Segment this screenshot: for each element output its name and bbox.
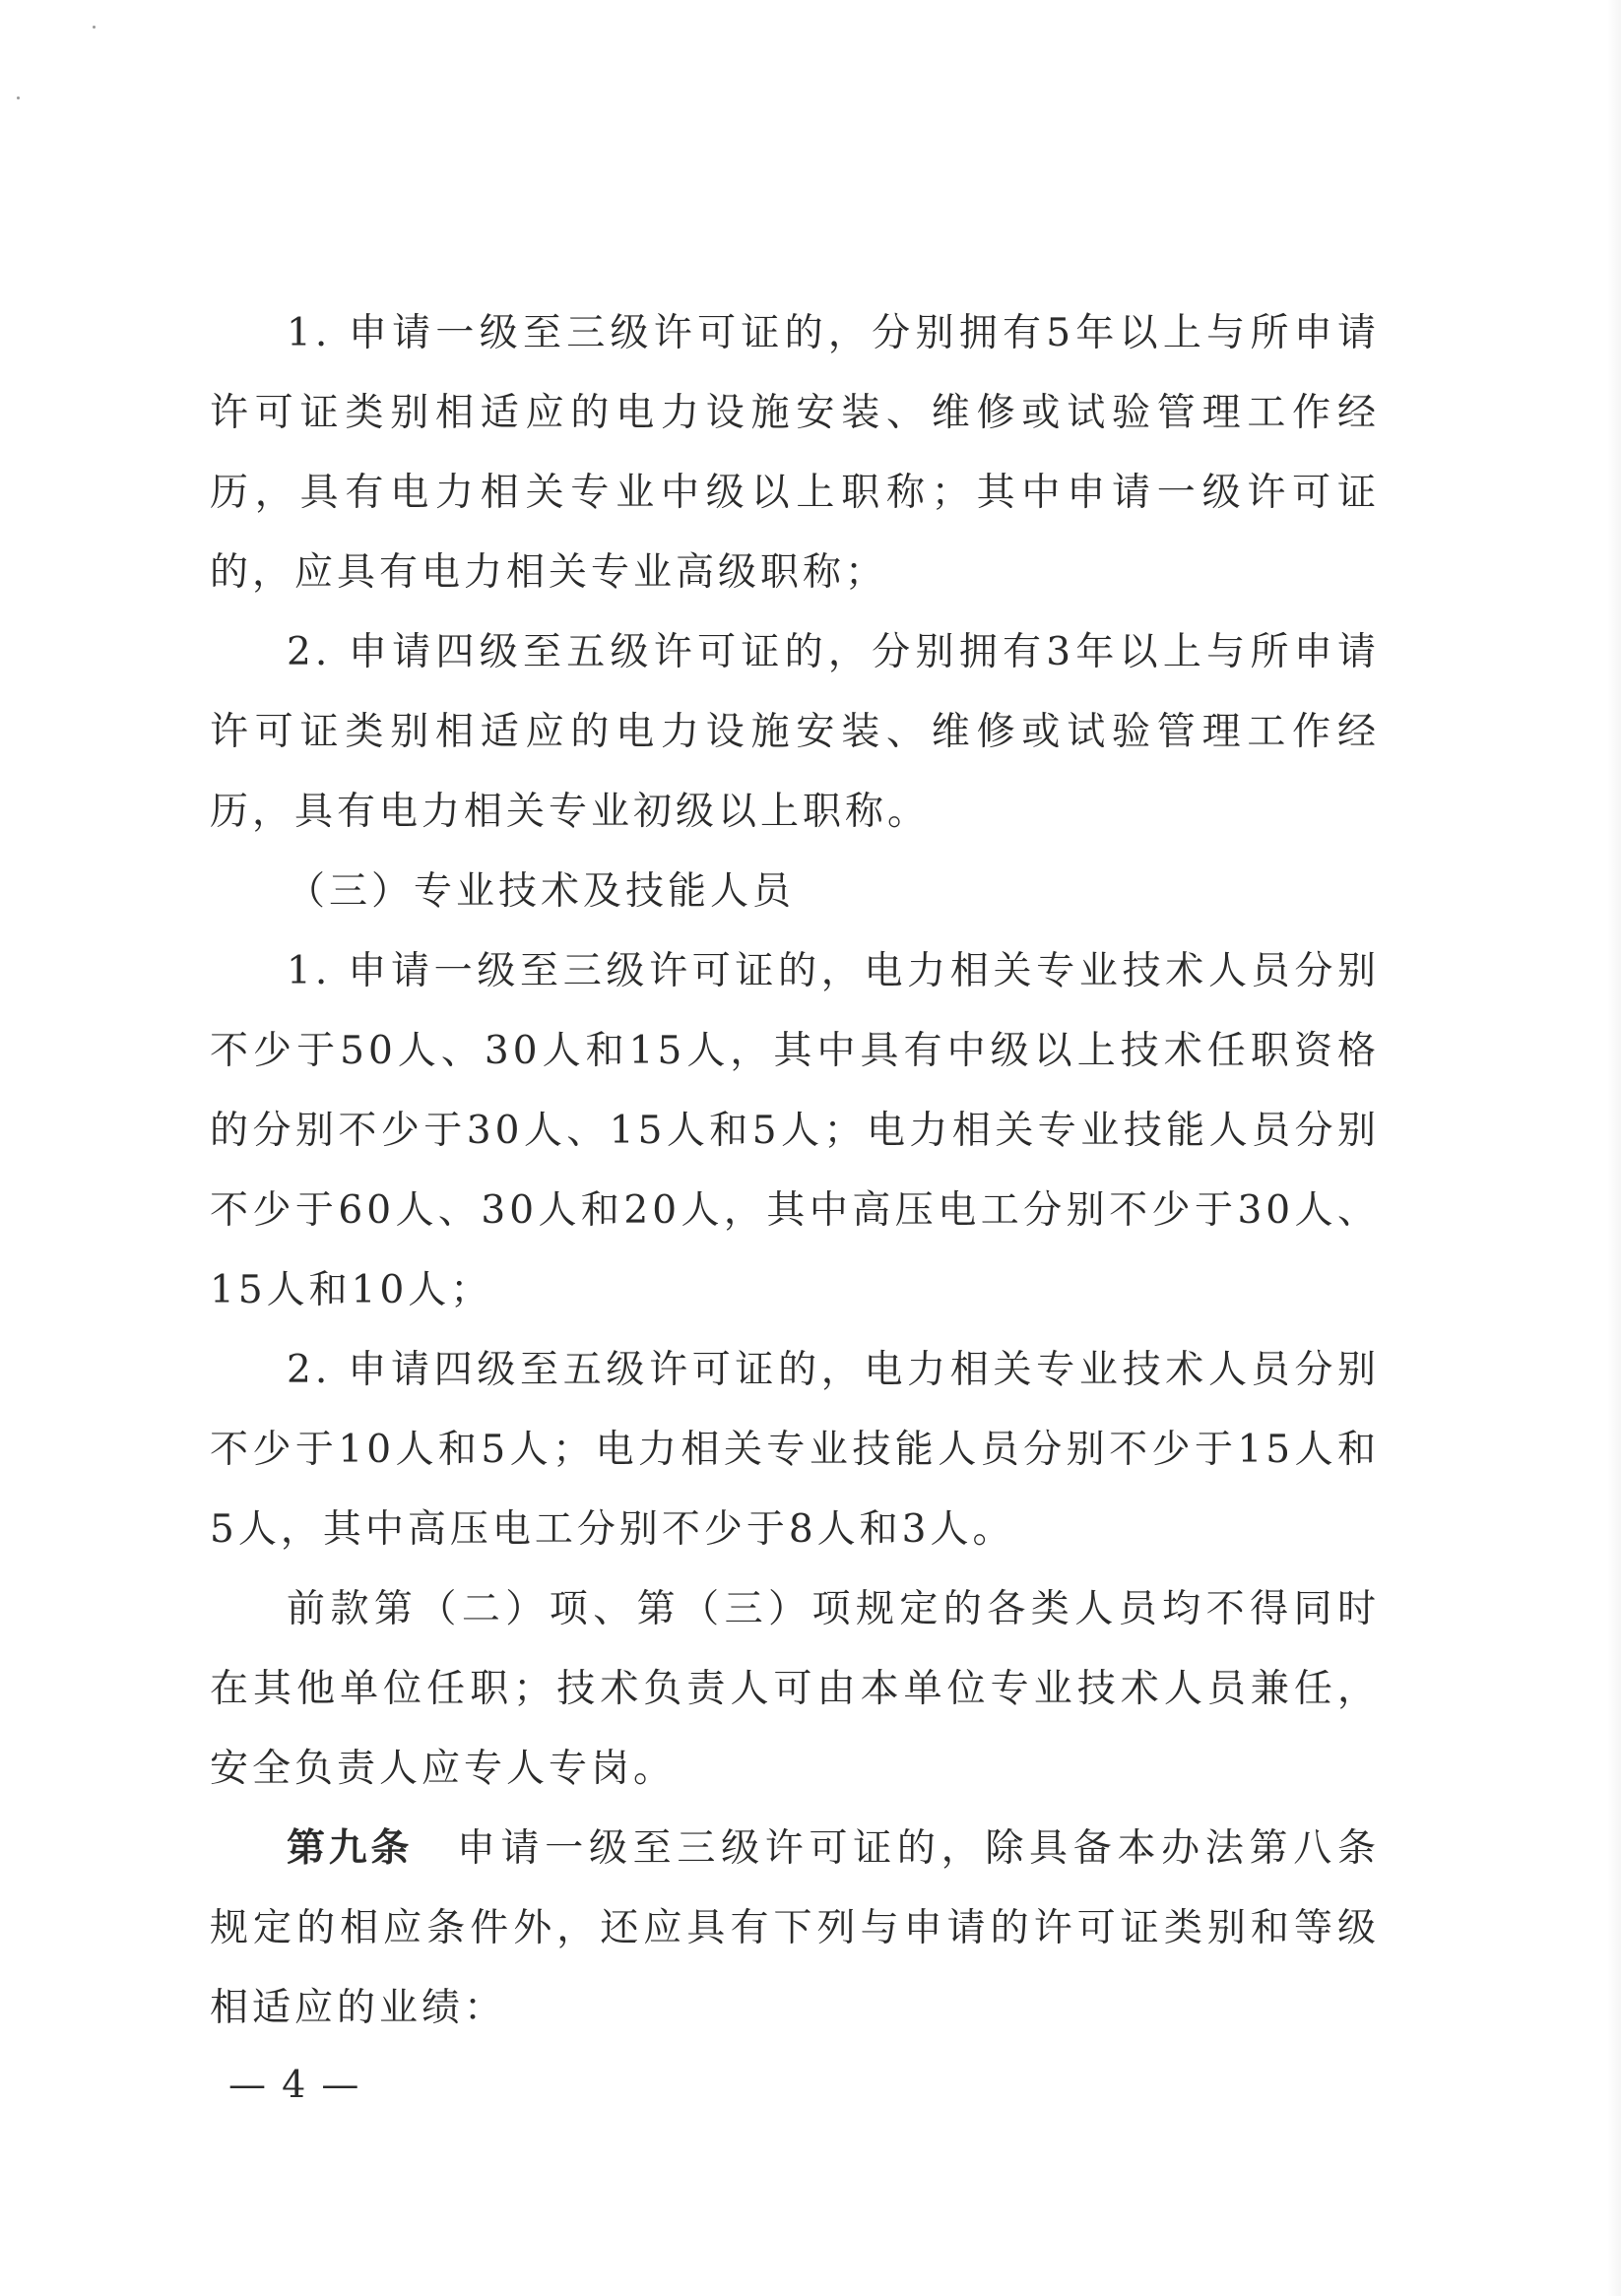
article-9	[210, 1809, 1380, 2048]
scan-speck	[17, 96, 20, 99]
section-heading-technical-staff: （三）专业技术及技能人员	[287, 869, 796, 914]
document-body	[210, 293, 1380, 2048]
paragraph-requirement-level-4-5: 2. 申请四级至五级许可证的，分别拥有3年以上与所申请许可证类别相适应的电力设施安装、维修或试验管理工作经历，具有电力相关专业初级以上职称。	[210, 630, 1380, 834]
page-number: — 4 —	[228, 2063, 361, 2106]
scan-speck	[93, 26, 96, 29]
article-9-heading: 第九条	[287, 1826, 414, 1871]
page-edge-shadow	[1607, 0, 1621, 2296]
paragraph-requirement-level-1-3: 1. 申请一级至三级许可证的，分别拥有5年以上与所申请许可证类别相适应的电力设施安装、维修或试验管理工作经历，具有电力相关专业中级以上职称；其中申请一级许可证的，应具有电力相关专业高级职称；	[210, 311, 1380, 595]
article-9-text: 申请一级至三级许可证的，除具备本办法第八条规定的相应条件外，还应具有下列与申请的许可证类别和等级相适应的业绩：	[210, 1826, 1380, 2030]
paragraph-staff-level-4-5: 2. 申请四级至五级许可证的，电力相关专业技术人员分别不少于10人和5人；电力相关专业技能人员分别不少于15人和5人，其中高压电工分别不少于8人和3人。	[210, 1348, 1380, 1552]
paragraph-staff-level-1-3: 1. 申请一级至三级许可证的，电力相关专业技术人员分别不少于50人、30人和15人，其中具有中级以上技术任职资格的分别不少于30人、15人和5人；电力相关专业技能人员分别不少于60人、30人和20人，其中高压电工分别不少于30人、15人和10人；	[210, 949, 1380, 1312]
paragraph-personnel-rules: 前款第（二）项、第（三）项规定的各类人员均不得同时在其他单位任职；技术负责人可由本单位专业技术人员兼任，安全负责人应专人专岗。	[210, 1587, 1380, 1791]
